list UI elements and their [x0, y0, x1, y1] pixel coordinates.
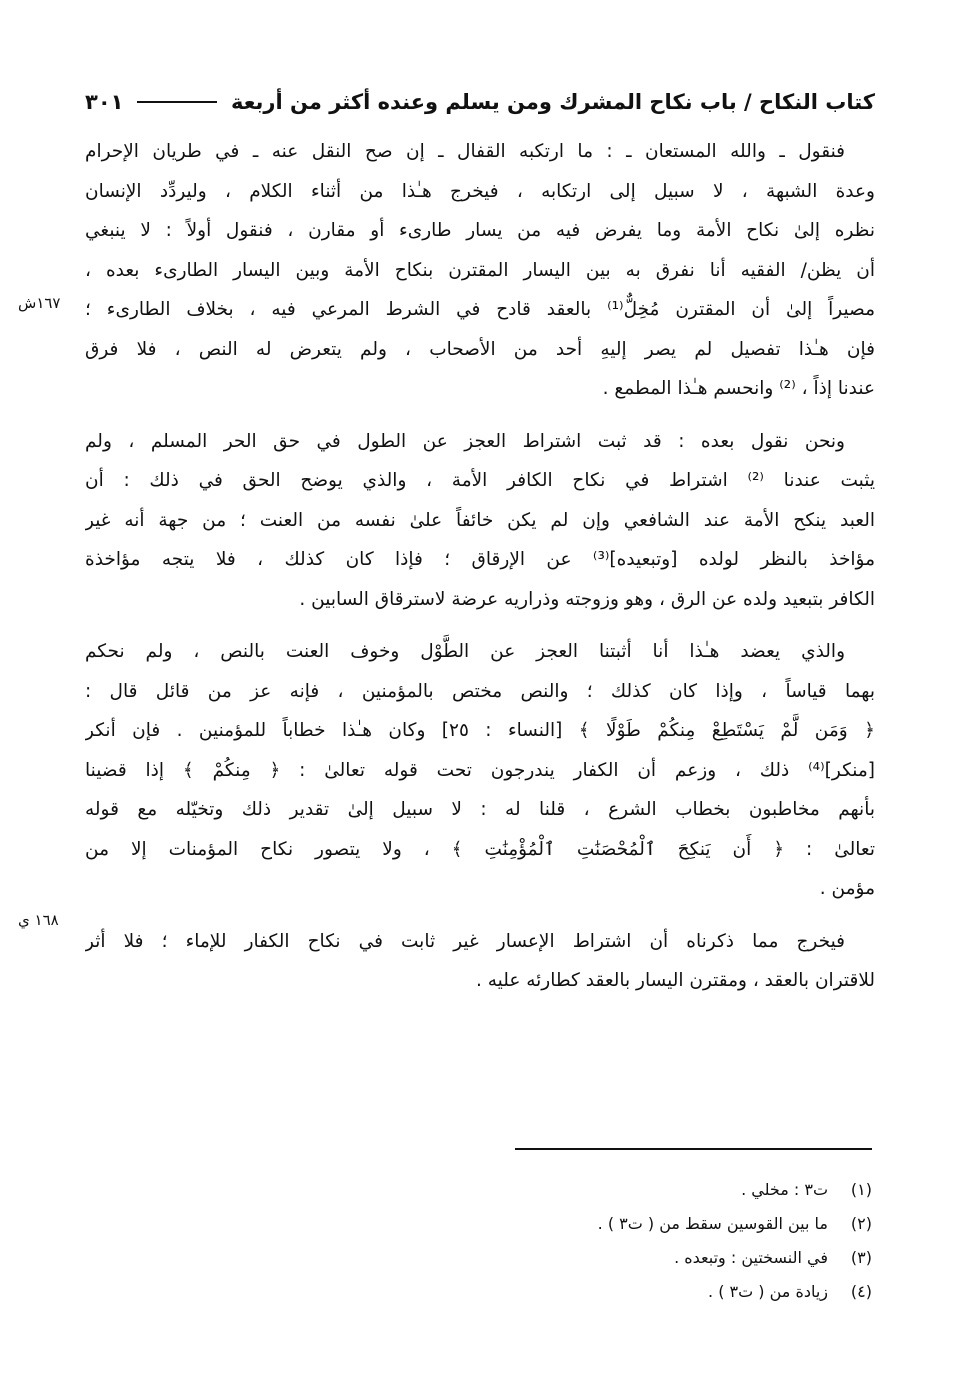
footnote-number: (٤) — [850, 1282, 872, 1301]
footnote-separator — [515, 1148, 872, 1150]
body-text — [85, 132, 875, 1014]
text-line: مؤاخذ بالنظر لولده [وتبعيده]⁽³⁾ عن الإرقاق ؛ فإذا كان كذلك ، فلا يتجه مؤاخذة — [85, 549, 875, 570]
text-line: [منكر]⁽⁴⁾ ذلك ، وزعم أن الكفار يندرجون تحت قوله تعالىٰ : ﴿ مِنكُمْ ﴾ إذا قضينا — [85, 759, 875, 781]
text-line: بأنهم مخاطبون بخطاب الشرع ، قلنا له : لا سبيل إلىٰ تقدير ذلك وتخيّله مع قوله — [85, 799, 875, 820]
page-number: ٣٠١ — [85, 90, 124, 114]
paragraph-1 — [85, 132, 875, 409]
margin-note-ms-folio: ١٦٨ ي — [18, 911, 59, 929]
text-line: العبد ينكح الأمة عند الشافعي وإن لم يكن خائفاً علىٰ نفسه من العنت ؛ من جهة أنه غير — [85, 509, 875, 531]
running-header — [85, 82, 875, 122]
header-title: كتاب النكاح / باب نكاح المشرك ومن يسلم وعنده أكثر من أربعة — [230, 90, 875, 114]
margin-note-ms-folio: ١٦٧ش — [18, 294, 61, 312]
text-line: نظره إلىٰ نكاح الأمة وما يفرض فيه من يسار طارىء أو مقارن ، فنقول أولاً : لا ينبغي — [85, 220, 875, 241]
footnote-text: زيادة من ( ت٣ ) . — [708, 1282, 828, 1301]
text-line: مؤمن . — [819, 878, 875, 899]
footnote-number: (٣) — [850, 1248, 872, 1267]
text-line: أن يظن/ الفقيه أنا نفرق به بين اليسار المقترن بنكاح الأمة وبين اليسار الطارىء بعده ، — [85, 259, 875, 281]
footnote — [400, 1173, 872, 1207]
text-line: عندنا إذاً ، ⁽²⁾ وانحسم هـٰذا المطمع . — [602, 378, 875, 399]
footnote-text: في النسختين : وتبعده . — [674, 1248, 828, 1267]
text-line: مصيراً إلىٰ أن المقترن مُخِلٌّ⁽¹⁾ بالعقد قادح في الشرط المرعي فيه ، بخلاف الطارىء ؛ — [85, 299, 875, 320]
footnote — [400, 1241, 872, 1275]
text-line: ﴿ وَمَن لَّمْ يَسْتَطِعْ مِنكُمْ طَوْلًا ﴾ [النساء : ٢٥] وكان هـٰذا خطاباً للمؤمنين . فإن أنكر — [85, 720, 875, 741]
text-line: يثبت عندنا ⁽²⁾ اشتراط في نكاح الكافر الأمة ، والذي يوضح الحق في ذلك : أن — [85, 470, 875, 491]
text-line: فنقول ـ والله المستعان ـ : ما ارتكبه القفال ـ إن صح النقل عنه ـ في طريان الإحرام — [85, 141, 845, 162]
text-line: للاقتران بالعقد ، ومقترن اليسار بالعقد كطارئه عليه . — [475, 970, 875, 991]
header-rule — [137, 101, 217, 103]
text-line: فيخرج مما ذكرناه أن اشتراط الإعسار غير ثابت في نكاح الكفار للإماء ؛ فلا أثر — [85, 930, 845, 952]
text-line: الكافر بتبعيد ولده عن الرق ، وهو وزوجته وذراريه عرضة لاسترقاق السابين . — [299, 588, 875, 610]
footnote-text: ت٣ : مخلي . — [741, 1180, 828, 1199]
footnotes — [400, 1173, 872, 1309]
paragraph-4 — [85, 922, 875, 1001]
text-line: ونحن نقول بعده : قد ثبت اشتراط العجز عن الطول في حق الحر المسلم ، ولم — [85, 430, 845, 452]
footnote — [400, 1275, 872, 1309]
text-line: بهما قياساً ، وإذا كان كذلك ؛ والنص مختص بالمؤمنين ، فإنه عز من قائل قال : — [85, 680, 875, 702]
text-line: تعالىٰ : ﴿ أَن يَنكِحَ ٱلْمُحْصَنَٰتِ ٱلْمُؤْمِنَٰتِ ﴾ ، ولا يتصور نكاح المؤمنات إلا من — [85, 838, 875, 860]
paragraph-3 — [85, 632, 875, 909]
footnote — [400, 1207, 872, 1241]
footnote-number: (٢) — [850, 1214, 872, 1233]
footnote-number: (١) — [850, 1180, 872, 1199]
text-line: وعدة الشبهة ، لا سبيل إلى ارتكابه ، فيخرج هـٰذا من أثناء الكلام ، وليردِّد الإنسان — [85, 180, 875, 202]
text-line: فإن هـٰذا تفصيل لم يصر إليهِ أحد من الأصحاب ، ولم يتعرض له النص ، فلا فرق — [85, 338, 875, 360]
paragraph-2 — [85, 422, 875, 620]
text-line: والذي يعضد هـٰذا أنا أثبتنا العجز عن الطَّوْل وخوف العنت بالنص ، ولم نحكم — [85, 641, 845, 662]
footnote-text: ما بين القوسين سقط من ( ت٣ ) . — [597, 1214, 828, 1233]
